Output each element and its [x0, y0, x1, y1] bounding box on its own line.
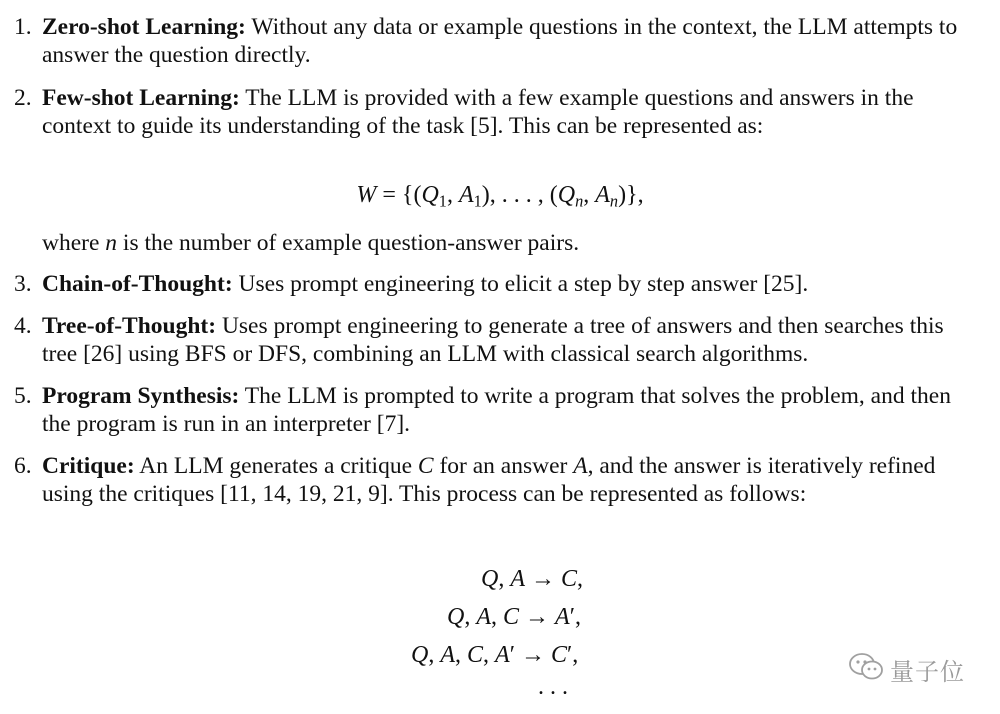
item-number: 1. — [14, 14, 32, 40]
item-number: 6. — [14, 453, 32, 479]
watermark — [848, 652, 965, 687]
wechat-icon — [848, 652, 884, 687]
item-text: Uses prompt engineering to generate a tree of answers and then searches this tree [26] using BFS or DFS, combining an LLM with classical search algorithms. — [42, 313, 944, 367]
fewshot-where-line — [42, 229, 579, 257]
where-post: is the number of example question-answer pairs. — [117, 230, 580, 256]
critique-equation-3: Q, A, C, A′ → C′, — [411, 642, 579, 668]
list-item-tree-of-thought — [14, 312, 984, 368]
where-var: n — [105, 230, 118, 256]
critique-equation-ellipsis: . . . — [538, 674, 568, 700]
item-text: The LLM is prompted to write a program that solves the problem, and then the program is run in an interpreter [7]. — [42, 383, 951, 437]
item-text: Uses prompt engineering to elicit a step by step answer [25]. — [232, 271, 809, 297]
item-text: The LLM is provided with a few example questions and answers in the context to guide its understanding of the task [5]. This can be represented as: — [42, 85, 914, 139]
item-term: Program Synthesis: — [42, 383, 240, 409]
list-item-zero-shot — [14, 13, 984, 69]
item-number: 5. — [14, 383, 32, 409]
item-number: 3. — [14, 271, 32, 297]
item-number: 4. — [14, 313, 32, 339]
item-text: for an answer — [433, 453, 574, 479]
item-body — [42, 13, 984, 69]
item-number: 2. — [14, 85, 32, 111]
item-text: Without any data or example questions in the context, the LLM attempts to answer the question directly. — [42, 14, 958, 68]
list-item-critique — [14, 452, 984, 508]
fewshot-equation — [0, 180, 1000, 210]
watermark-text: 量子位 — [890, 658, 965, 686]
item-body — [42, 84, 984, 140]
item-body — [42, 382, 984, 438]
item-text: An LLM generates a critique — [134, 453, 418, 479]
item-text: , and the answer is iteratively refined using the critiques [11, 14, 19, 21, 9]. This process can be represented as follows: — [42, 453, 936, 507]
var-c: C — [417, 453, 434, 479]
item-term: Tree-of-Thought: — [42, 313, 217, 339]
var-a: A — [573, 453, 588, 479]
item-term: Zero-shot Learning: — [42, 14, 246, 40]
equation-text: $W = \{(Q_1$, $A_1$), . . . , ($Q_n$, $A_n$)}, — [356, 182, 644, 211]
list-item-few-shot — [14, 84, 984, 140]
list-item-chain-of-thought — [14, 270, 984, 298]
critique-equation-1: Q, A → C, — [481, 566, 584, 592]
item-body — [42, 270, 984, 298]
item-term: Critique: — [42, 453, 135, 479]
where-pre: where — [42, 230, 106, 256]
item-term: Chain-of-Thought: — [42, 271, 233, 297]
critique-equation-2: Q, A, C → A′, — [447, 604, 581, 630]
list-item-program-synthesis — [14, 382, 984, 438]
item-term: Few-shot Learning: — [42, 85, 240, 111]
item-body — [42, 312, 984, 368]
item-body — [42, 452, 984, 508]
